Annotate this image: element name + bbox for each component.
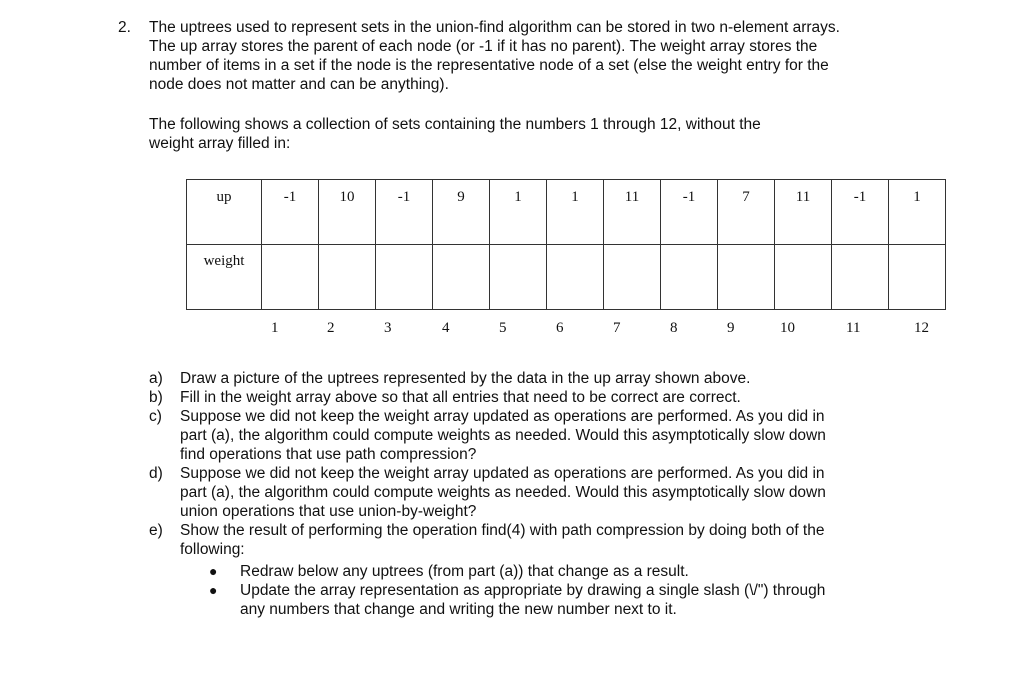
part-text: Fill in the weight array above so that all entries that need to be correct are correct. [180, 389, 741, 406]
bullet-text: Redraw below any uptrees (from part (a)) that change as a result. [240, 563, 689, 580]
union-find-array-table [186, 179, 946, 310]
part-e [149, 521, 909, 559]
part-b [149, 388, 909, 407]
up-cell: 1 [547, 180, 604, 245]
up-cell: 1 [889, 180, 946, 245]
index-label: 11 [846, 320, 861, 336]
bullet-icon: ● [209, 563, 218, 579]
up-cell: 9 [433, 180, 490, 245]
sets-description-line: weight array filled in: [149, 135, 291, 152]
weight-cell[interactable] [262, 245, 319, 310]
up-array-row [187, 180, 946, 245]
bullet-icon: ● [209, 582, 218, 598]
up-cell: 11 [775, 180, 832, 245]
index-label: 10 [780, 320, 795, 336]
up-cell: -1 [262, 180, 319, 245]
part-e-bullets [209, 562, 909, 619]
up-row-label: up [187, 180, 262, 245]
question-number: 2. [118, 19, 131, 36]
weight-cell[interactable] [604, 245, 661, 310]
part-a [149, 369, 909, 388]
weight-cell[interactable] [547, 245, 604, 310]
index-label: 12 [914, 320, 929, 336]
sets-description [149, 115, 909, 153]
index-label: 3 [384, 320, 392, 336]
up-cell: 1 [490, 180, 547, 245]
bullet-item [209, 581, 909, 619]
weight-cell[interactable] [889, 245, 946, 310]
part-text: Draw a picture of the uptrees represented by the data in the up array shown above. [180, 370, 751, 387]
part-text: following: [180, 541, 245, 558]
sets-description-line: The following shows a collection of sets containing the numbers 1 through 12, without the [149, 116, 761, 133]
part-text: part (a), the algorithm could compute weights as needed. Would this asymptotically slow down [180, 484, 826, 501]
bullet-item [209, 562, 909, 581]
part-text: find operations that use path compression? [180, 446, 477, 463]
intro-line: node does not matter and can be anything). [149, 76, 449, 93]
weight-cell[interactable] [832, 245, 889, 310]
bullet-text: Update the array representation as appropriate by drawing a single slash (\/") through [240, 582, 826, 599]
index-row [186, 320, 962, 340]
bullet-text: any numbers that change and writing the new number next to it. [240, 601, 677, 618]
up-cell: 7 [718, 180, 775, 245]
weight-array-row [187, 245, 946, 310]
up-cell: 10 [319, 180, 376, 245]
weight-row-label: weight [187, 245, 262, 310]
index-label: 2 [327, 320, 335, 336]
weight-cell[interactable] [376, 245, 433, 310]
index-label: 7 [613, 320, 621, 336]
part-text: union operations that use union-by-weight? [180, 503, 477, 520]
part-text: part (a), the algorithm could compute weights as needed. Would this asymptotically slow down [180, 427, 826, 444]
part-label: c) [149, 408, 162, 425]
question-parts [149, 369, 909, 559]
intro-line: The up array stores the parent of each node (or -1 if it has no parent). The weight array stores the [149, 38, 818, 55]
weight-cell[interactable] [718, 245, 775, 310]
up-cell: 11 [604, 180, 661, 245]
index-label: 4 [442, 320, 450, 336]
index-label: 9 [727, 320, 735, 336]
weight-cell[interactable] [319, 245, 376, 310]
weight-cell[interactable] [661, 245, 718, 310]
part-label: b) [149, 389, 163, 406]
question-intro [149, 18, 929, 94]
index-label: 5 [499, 320, 507, 336]
part-c [149, 407, 909, 464]
index-label: 8 [670, 320, 678, 336]
part-label: e) [149, 522, 163, 539]
part-text: Suppose we did not keep the weight array updated as operations are performed. As you did in [180, 465, 825, 482]
part-d [149, 464, 909, 521]
index-label: 6 [556, 320, 564, 336]
intro-line: The uptrees used to represent sets in the union-find algorithm can be stored in two n-element arrays. [149, 19, 840, 36]
weight-cell[interactable] [490, 245, 547, 310]
up-cell: -1 [376, 180, 433, 245]
part-label: d) [149, 465, 163, 482]
weight-cell[interactable] [775, 245, 832, 310]
index-label: 1 [271, 320, 279, 336]
up-cell: -1 [832, 180, 889, 245]
intro-line: number of items in a set if the node is the representative node of a set (else the weight entry for the [149, 57, 829, 74]
part-text: Show the result of performing the operation find(4) with path compression by doing both of the [180, 522, 825, 539]
weight-cell[interactable] [433, 245, 490, 310]
up-cell: -1 [661, 180, 718, 245]
part-text: Suppose we did not keep the weight array updated as operations are performed. As you did in [180, 408, 825, 425]
part-label: a) [149, 370, 163, 387]
